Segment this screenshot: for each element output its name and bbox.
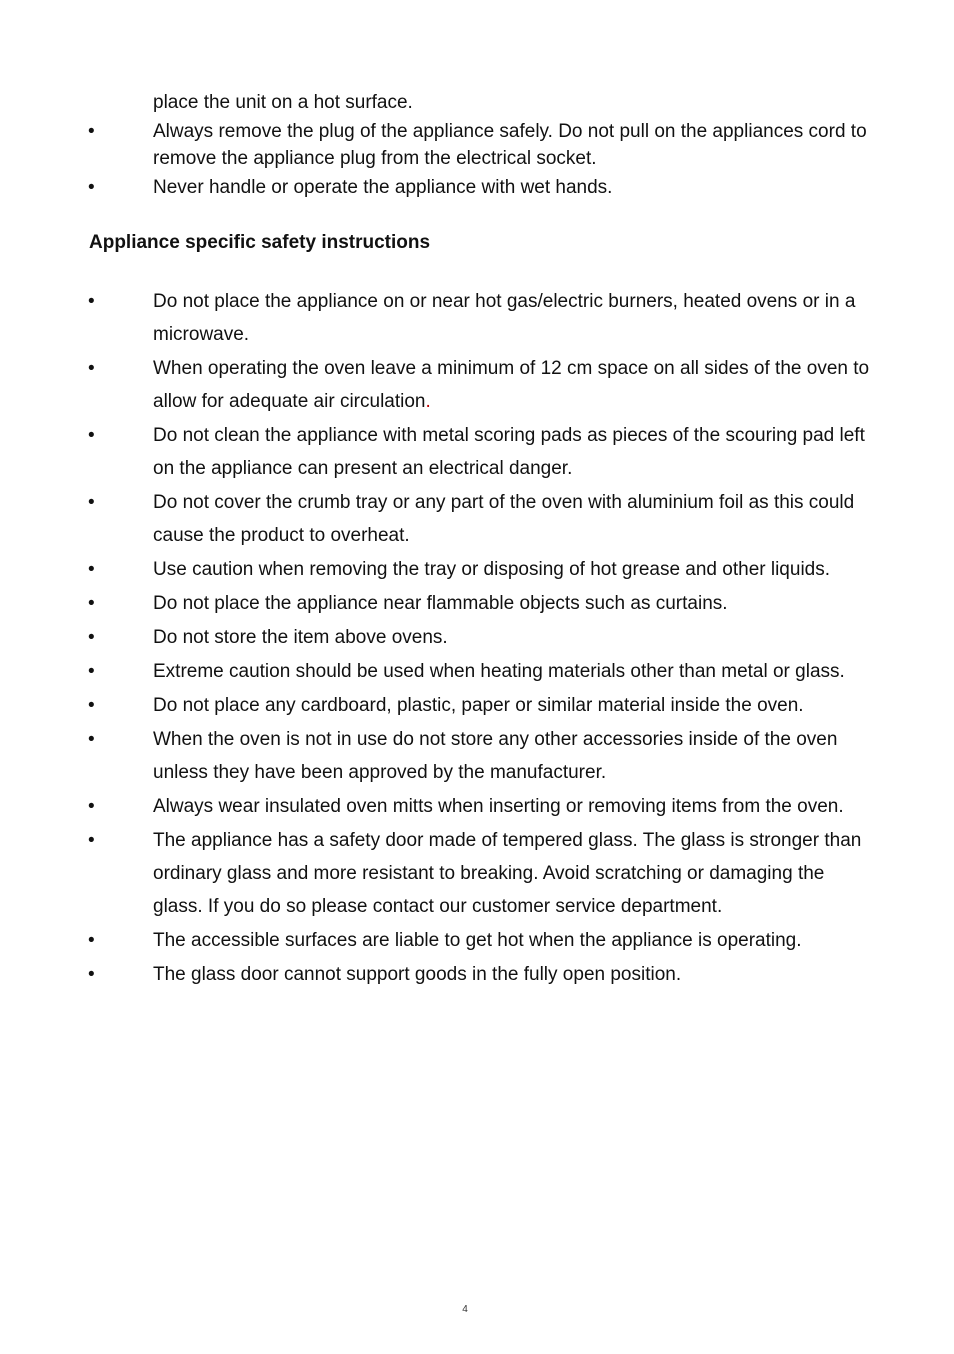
list-item-text: Use caution when removing the tray or disposing of hot grease and other liquids.	[153, 559, 831, 580]
list-item	[0, 352, 954, 418]
list-item	[0, 118, 954, 172]
list-item	[0, 958, 954, 991]
list-item	[0, 486, 954, 552]
list-item	[0, 790, 954, 823]
list-item-text: Do not store the item above ovens.	[153, 627, 448, 648]
bullet-icon: •	[88, 593, 95, 614]
list-item	[0, 174, 954, 201]
bullet-icon: •	[88, 930, 95, 951]
list-item-text: The glass door cannot support goods in the fully open position.	[153, 964, 682, 985]
bullet-icon: •	[88, 627, 95, 648]
page-number: 4	[462, 1304, 468, 1315]
list-item-text: Do not place any cardboard, plastic, paper or similar material inside the oven.	[153, 695, 804, 716]
list-item-text: Always wear insulated oven mitts when inserting or removing items from the oven.	[153, 796, 844, 817]
list-item-text: Always remove the plug of the appliance safely. Do not pull on the appliances cord to remove the appliance plug from the electrical socket.	[153, 121, 867, 169]
red-period: .	[425, 391, 431, 412]
list-item	[0, 587, 954, 620]
bullet-icon: •	[88, 796, 95, 817]
list-item	[0, 655, 954, 688]
list-item	[0, 621, 954, 654]
bullet-icon: •	[88, 830, 95, 851]
list-item	[0, 285, 954, 351]
bullet-icon: •	[88, 559, 95, 580]
list-item-text: When operating the oven leave a minimum of 12 cm space on all sides of the oven to allow for adequate air circulation	[153, 358, 870, 412]
list-item	[0, 553, 954, 586]
bullet-icon: •	[88, 121, 95, 142]
bullet-icon: •	[88, 695, 95, 716]
bullet-icon: •	[88, 291, 95, 312]
list-item-text: When the oven is not in use do not store any other accessories inside of the oven unless they have been approved by the manufacturer.	[153, 729, 838, 783]
list-item-text: Do not cover the crumb tray or any part of the oven with aluminium foil as this could cause the product to overheat.	[153, 492, 855, 546]
bullet-icon: •	[88, 964, 95, 985]
bullet-icon: •	[88, 425, 95, 446]
list-item-text: Never handle or operate the appliance with wet hands.	[153, 177, 613, 198]
list-item	[0, 419, 954, 485]
list-item-text: The accessible surfaces are liable to get hot when the appliance is operating.	[153, 930, 802, 951]
bullet-icon: •	[88, 661, 95, 682]
list-item	[0, 723, 954, 789]
bullet-icon: •	[88, 492, 95, 513]
list-item	[0, 824, 954, 923]
list-item-text: Do not place the appliance near flammable objects such as curtains.	[153, 593, 728, 614]
bullet-icon: •	[88, 177, 95, 198]
list-item-text: Do not clean the appliance with metal scoring pads as pieces of the scouring pad left on the appliance can present an electrical danger.	[153, 425, 865, 479]
bullet-icon: •	[88, 729, 95, 750]
list-item	[0, 689, 954, 722]
top-bullet-list	[0, 118, 954, 203]
bullet-icon: •	[88, 358, 95, 379]
continuation-text: place the unit on a hot surface.	[153, 92, 413, 113]
list-item-text: Do not place the appliance on or near hot gas/electric burners, heated ovens or in a microwave.	[153, 291, 856, 345]
list-item-text: Extreme caution should be used when heating materials other than metal or glass.	[153, 661, 845, 682]
list-item	[0, 924, 954, 957]
safety-instructions-list	[0, 285, 954, 992]
section-heading: Appliance specific safety instructions	[89, 232, 431, 253]
list-item-text: The appliance has a safety door made of tempered glass. The glass is stronger than ordinary glass and more resistant to breaking. Avoid scratching or damaging the glass. If you do so please contact our customer service department.	[153, 830, 862, 917]
